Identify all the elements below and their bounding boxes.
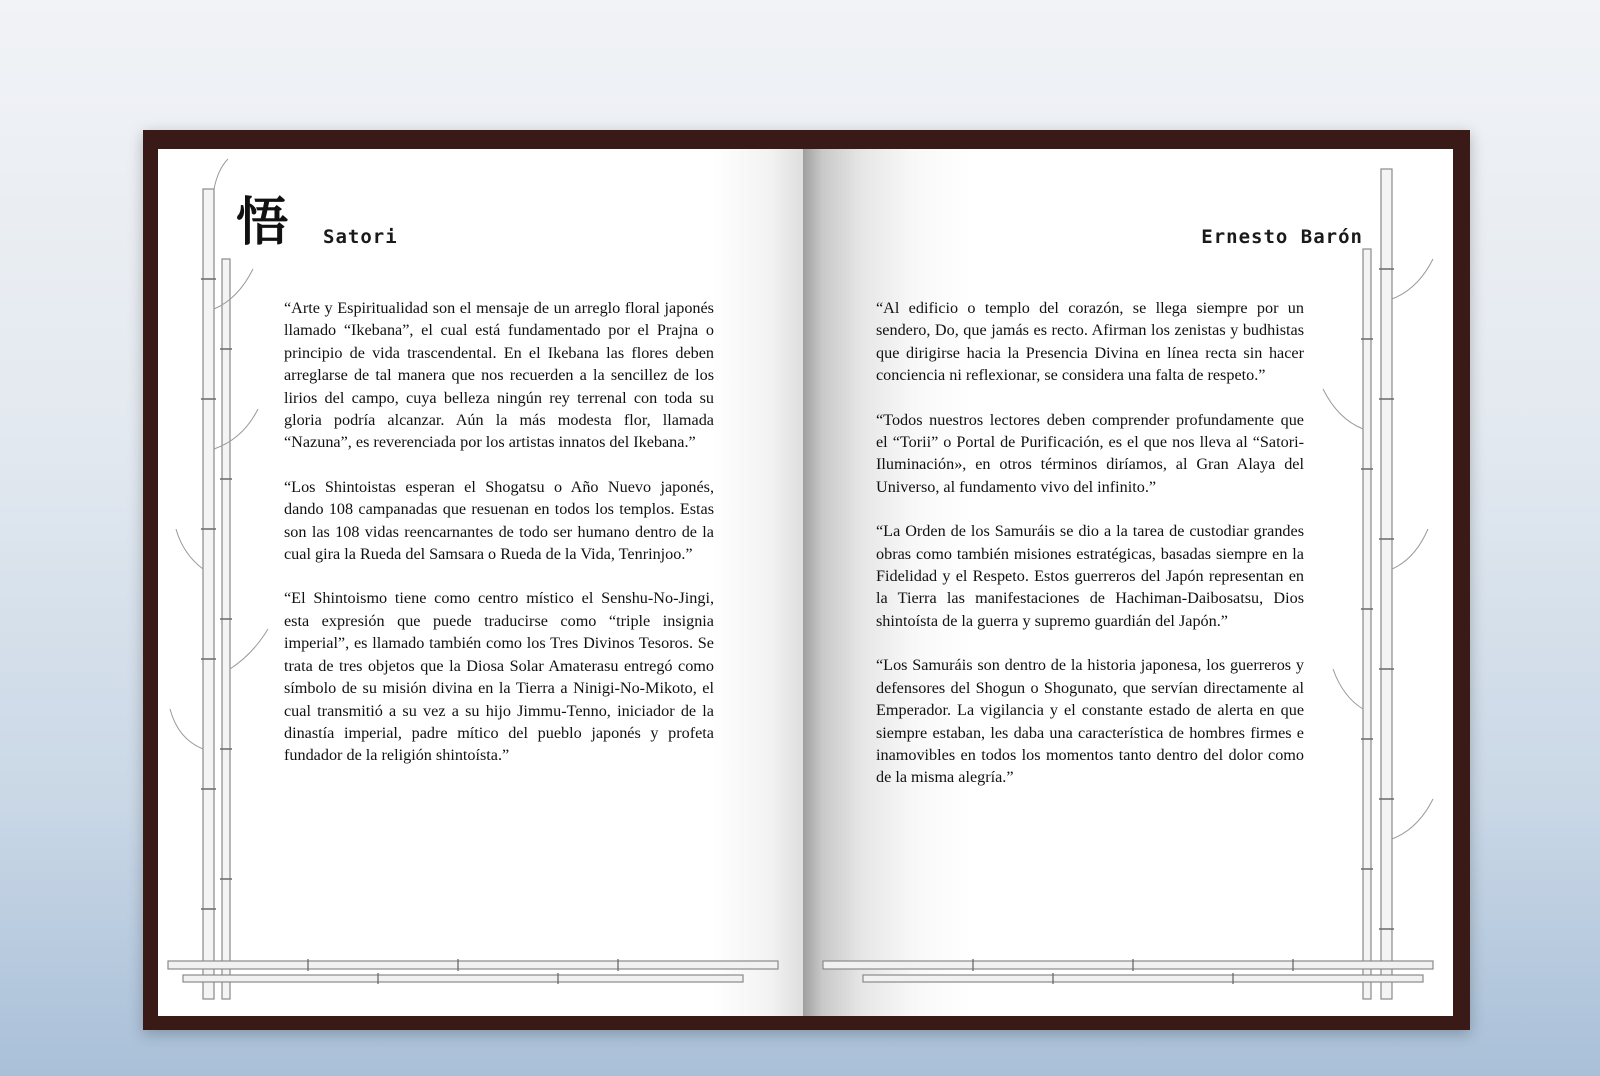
- left-page: [158, 149, 803, 1016]
- paragraph: “Todos nuestros lectores deben comprender profundamente que el “Torii” o Portal de Purificación, es el que nos lleva al “Satori-Iluminación», en otros términos diríamos, al Gran Alaya del Universo, al fundamento vivo del infinito.”: [876, 410, 1304, 496]
- book-title-header: Satori: [323, 226, 398, 248]
- open-book: [143, 130, 1470, 1030]
- paragraph: “Al edificio o templo del corazón, se llega siempre por un sendero, Do, que jamás es recto. Afirman los zenistas y budhistas que dirigirse hacia la Presencia Divina en línea recta sin hacer conciencia ni reflexionar, se considera una falta de respeto.”: [876, 299, 1304, 385]
- right-page: [803, 149, 1453, 1016]
- left-text-column: [284, 297, 714, 789]
- paragraph: “Los Samuráis son dentro de la historia japonesa, los guerreros y defensores del Shogun o Shogunato, que servían directamente al Emperador. La vigilancia y el constante estado de alerta en que siempre estaban, les daba una característica de hombres firmes e inamovibles en todos los momentos tanto dentro del dolor como de la misma alegría.”: [876, 656, 1304, 787]
- paragraph: “Los Shintoistas esperan el Shogatsu o Año Nuevo japonés, dando 108 campanadas que resuenan en todos los templos. Estas son las 108 vidas reencarnantes de todo ser humano dentro de la cual gira la Rueda del Samsara o Rueda de la Vida, Tenrinjoo.”: [284, 477, 714, 564]
- paragraph: “La Orden de los Samuráis se dio a la tarea de custodiar grandes obras como también misiones estratégicas, basadas siempre en la Fidelidad y el Respeto. Estos guerreros del Japón representan en la Tierra las manifestaciones de Hachiman-Daibosatsu, Dios shintoísta de la guerra y supremo guardián del Japón.”: [876, 522, 1304, 630]
- author-header: Ernesto Barón: [1201, 226, 1363, 248]
- right-text-column: [876, 297, 1304, 811]
- paragraph: “El Shintoismo tiene como centro místico el Senshu-No-Jingi, esta expresión que puede traducirse como “triple insignia imperial”, es llamado también como los Tres Divinos Tesoros. Se trata de tres objetos que la Diosa Solar Amaterasu entregó como símbolo de su misión divina en la Tierra a Ninigi-No-Mikoto, el cual transmitió a su vez a su hijo Jimmu-Tenno, iniciador de la dinastía imperial, padre mítico del pueblo japonés y profeta fundador de la religión shintoísta.”: [284, 589, 714, 765]
- satori-kanji: 悟: [236, 193, 289, 253]
- paragraph: “Arte y Espiritualidad son el mensaje de un arreglo floral japonés llamado “Ikebana”, el cual está fundamentado por el Prajna o principio de vida trascendental. En el Ikebana las flores deben arreglarse de tal manera que nos recuerden a la sencillez de los lirios del campo, cuya belleza ningún rey terrenal con toda su gloria podría alcanzar. Aún la más modesta flor, llamada “Nazuna”, es reverenciada por los artistas innatos del Ikebana.”: [284, 299, 714, 452]
